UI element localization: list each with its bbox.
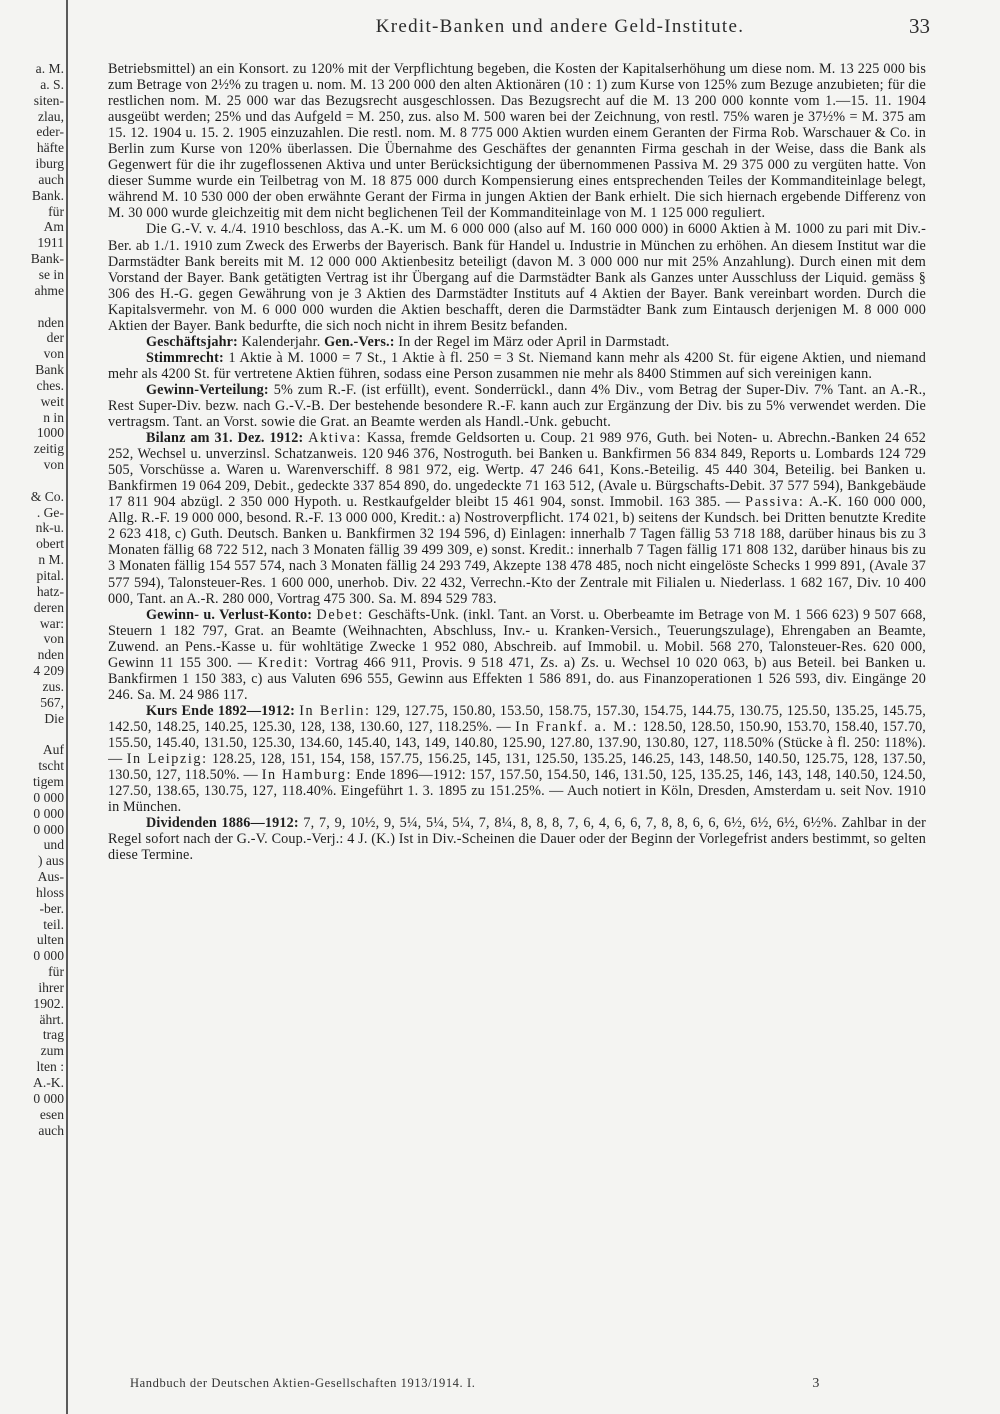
label-geschaeftsjahr: Geschäftsjahr: — [146, 333, 238, 350]
margin-fragment: iburg — [35, 156, 64, 172]
label-kurs-berlin: In Berlin: — [299, 702, 371, 719]
margin-fragment: n in — [43, 409, 64, 425]
margin-fragment: ihrer — [38, 979, 64, 995]
margin-fragment: tigem — [33, 773, 64, 789]
margin-fragment — [0, 299, 64, 315]
gutter-divider — [66, 0, 68, 1414]
margin-fragment: eder- — [36, 124, 64, 140]
margin-fragment: A.-K. — [33, 1075, 64, 1090]
margin-fragment: Auf — [42, 742, 64, 758]
margin-fragment: 0 000 — [33, 805, 64, 821]
margin-fragment: siten- — [33, 92, 64, 108]
margin-fragment: für — [48, 203, 64, 219]
label-passiva: Passiva: — [745, 494, 805, 511]
running-head — [120, 14, 930, 44]
margin-fragment: lten : — [36, 1059, 64, 1075]
margin-fragment: obert — [36, 536, 64, 552]
paragraph-kurs — [108, 703, 926, 815]
paragraph-bilanz — [108, 430, 926, 607]
label-debet: Debet: — [316, 606, 364, 623]
label-stimmrecht: Stimmrecht: — [146, 349, 224, 366]
text-dividenden: 7, 7, 9, 10½, 9, 5¼, 5¼, 5¼, 7, 8¼, 8, 8, 8, 7, 6, 4, 6, 6, 7, 8, 8, 6, 6, 6½, 6½, 6½, 6½%. Zahlbar in der Regel sofort nach der G.-V. Coup.-Verj.: 4 J. (K.) Ist in Div.-Scheinen die Dauer oder der Beginn der Vorlegefrist anders bestimmt, so gelten diese Termine. — [108, 815, 926, 864]
footer-publication: Handbuch der Deutschen Aktien-Gesellschaften 1913/1914. I. — [130, 1376, 476, 1390]
text-kurs-hamburg: Ende 1896—1912: 157, 157.50, 154.50, 146, 131.50, 125, 135.25, 146, 143, 148, 140.50, 124.50, 127.50, 138.65, 130.75, 127, 118.40%. Eingeführt 1. 3. 1895 zu 151.25%. — Auch notiert in Köln, Dresden, Amsterdam u. seit Nov. 1910 in München. — [108, 767, 926, 816]
margin-fragment: ches. — [36, 377, 64, 393]
margin-fragment: & Co. — [30, 488, 64, 504]
text-guv-debet: Geschäfts-Unk. (inkl. Tant. an Vorst. u. Oberbeamte im Betrage von M. 1 566 623) 9 507 668, Steuern 1 182 797, Grat. an Beamte (Weihnachten, Abschluss, Inv.- u. Kranken-Versich., Teuerungszulage), Ehrengaben an Beamte, Zuwend. an Pens.-Kasse u. für wohltätige Zwecke 1 952 080, Abschreib. auf Immobil. u. Mobil. 568 270, Talonsteuer-Res. 620 000, Gewinn 11 155 300. — — [108, 606, 926, 671]
label-kurs-hamburg: In Hamburg: — [261, 767, 353, 784]
margin-fragment: se in — [38, 266, 64, 282]
margin-fragment: von — [43, 346, 64, 362]
margin-fragment: ulten — [36, 932, 64, 948]
margin-fragment: trag — [42, 1027, 64, 1043]
margin-fragment: n M. — [38, 552, 64, 568]
text-gen-vers: In der Regel im März oder April in Darmstadt. — [398, 333, 670, 350]
margin-fragment: von — [43, 457, 64, 473]
margin-fragment: nden — [37, 647, 64, 663]
text-bilanz-aktiva: Kassa, fremde Geldsorten u. Coup. 21 989 976, Guth. bei Noten- u. Abrechn.-Banken 24 652 252, Wechsel u. unverzinsl. Schatzanweis. 120 946 376, Nostroguth. bei Banken u. Bankfirmen 56 834 849, Reports u. Lombards 124 729 505, Vorschüsse a. Waren u. Warenverschiff. 8 981 972, eig. Wertp. 47 246 641, Kons.-Beteilig. 45 440 304, Beteilig. bei Banken u. Bankfirmen 19 064 209, Debit., gedeckte 337 854 890, do. ungedeckte 71 163 512, (Avale u. Bürgschafts-Debit. 37 577 594), Bankgebäude 17 811 904 abzügl. 2 350 000 Hypoth. u. Restkaufgelder bleibt 15 461 904, sonst. Immobil. 163 385. — — [108, 430, 926, 511]
margin-fragment: zlau, — [37, 108, 64, 124]
text-bilanz-passiva: A.-K. 160 000 000, Allg. R.-F. 19 000 000, besond. R.-F. 13 000 000, Kredit.: a) Nostroverpflicht. 174 021, b) seitens der Kundsch. bei Dritten benutzte Kredite 2 623 418, c) Guth. Deutsch. Banken u. Bankfirmen 32 194 596, d) Einlagen: innerhalb 7 Tagen fällig 53 718 188, darüber hinaus bis zu 3 Monaten fällig 68 722 512, nach 3 Monaten fällig 39 499 309, e) sonst. Kredit.: innerhalb 7 Tagen fällig 171 808 132, darüber hinaus bis zu 3 Monaten fällig 154 557 574, nach 3 Monaten fällig 24 293 749, Akzepte 138 478 485, noch nicht eingelöste Schecks 1 999 891, (Avale 37 577 594), Talonsteuer-Res. 1 600 000, unerhob. Div. 22 432, Verrechn.-Kto der Zentrale mit Filialen u. Niederlass. 1 682 167, Div. 10 400 000, Tant. an A.-R. 280 000, Vortrag 475 300. Sa. M. 894 529 783. — [108, 494, 926, 607]
paragraph-dividenden — [108, 815, 926, 863]
margin-fragment: 0 000 — [33, 821, 64, 837]
label-kredit: Kredit: — [257, 654, 310, 671]
margin-fragment: a. M. — [35, 61, 64, 76]
margin-fragment: nk-u. — [35, 520, 64, 536]
margin-fragment: zus. — [42, 678, 64, 694]
label-guv: Gewinn- u. Verlust-Konto: — [146, 606, 313, 623]
text-kurs-leipzig: 128.25, 128, 151, 154, 158, 157.75, 156.25, 145, 131, 125.50, 135.25, 146.25, 143, 148.50, 140.50, 125.75, 128, 137.50, 130.50, 127, 118.50%. — — [108, 751, 926, 784]
margin-fragment — [0, 726, 64, 742]
margin-fragment: Die — [44, 710, 64, 726]
margin-fragment: Am — [43, 219, 64, 235]
margin-fragment: ährt. — [39, 1011, 64, 1027]
margin-fragment: häfte — [36, 140, 64, 156]
label-gewinn-verteilung: Gewinn-Verteilung: — [146, 381, 269, 398]
text-geschaeftsjahr: Kalenderjahr. — [241, 333, 321, 350]
margin-fragment: der — [46, 330, 64, 346]
text-guv-kredit: Vortrag 466 911, Provis. 9 518 471, Zs. a) Zs. u. Wechsel 10 020 063, b) aus Beteil. bei Banken u. Bankfirmen 1 150 383, c) aus Valuten 696 555, Gewinn aus Effekten 1 586 891, do. aus Finanzoperationen 1 526 593, div. Eingänge 20 246. Sa. M. 24 986 117. — [108, 654, 926, 703]
label-gen-vers: Gen.-Vers.: — [324, 333, 395, 350]
margin-fragment: 0 000 — [33, 948, 64, 964]
label-kurs-frankfurt: In Frankf. a. M.: — [515, 718, 639, 735]
paragraph-geschaeftsjahr — [108, 334, 926, 350]
paragraph-gv-1910: Die G.-V. v. 4./4. 1910 beschloss, das A.-K. um M. 6 000 000 (also auf M. 160 000 000) in 6000 Aktien à M. 1000 zu pari mit Div.-Ber. ab 1./1. 1910 zum Zweck des Erwerbs der Bayerisch. Bank für Handel u. Industrie in München zu erhöhen. An diesem Institut war die Darmstädter Bank bereits mit M. 12 000 000 Aktienbesitz beteiligt (davon M. 3 000 000 nur mit 25% Anzahlung). Durch einen mit dem Vorstand der Bayer. Bank getätigten Vertrag ist ihr Übergang auf die Darmstädter Bank als Ganzes unter Ausschluss der Liquid. gemäss § 306 des H.-G. gegen Gewährung von je 3 Aktien des Darmstädter Instituts auf 4 Aktien der Bayer. Bank vereinbart worden. Durch die Kapitalsvermehr. von M. 6 000 000 wurden die Aktien beschafft, deren die Darmstädter Bank zum Eintausch derjenigen M. 8 000 000 Aktien der Bayer. Bank bedurfte, die sich noch nicht in ihrem Besitz befanden. — [108, 221, 926, 334]
text-kurs-frankfurt: 128.50, 128.50, 150.90, 153.70, 158.40, 157.70, 155.50, 145.40, 131.50, 125.30, 134.60, 145.40, 143, 149, 140.80, 125.90, 127.80, 137.90, 130.80, 127, 118.50% (Stücke à fl. 250: 118%). — — [108, 718, 926, 768]
margin-fragment: war: — [39, 615, 64, 631]
label-bilanz: Bilanz am 31. Dez. 1912: — [146, 430, 304, 447]
margin-fragment: 567, — [40, 694, 64, 710]
margin-fragment: zeitig — [33, 441, 64, 457]
footer-signature-mark: 3 — [812, 1376, 820, 1391]
margin-fragment: pital. — [36, 568, 64, 583]
margin-fragment: auch — [38, 171, 64, 187]
margin-fragment: Bank. — [31, 187, 64, 203]
margin-fragment: teil. — [43, 916, 64, 932]
label-dividenden: Dividenden 1886—1912: — [146, 815, 299, 832]
margin-fragment: Bank- — [30, 251, 64, 267]
margin-fragment: ) aus — [37, 853, 64, 869]
page-footer — [130, 1376, 820, 1398]
margin-fragment: Aus- — [37, 869, 64, 885]
margin-fragment: deren — [33, 599, 64, 615]
margin-fragment: auch — [38, 1122, 64, 1138]
margin-fragment: und — [43, 837, 64, 853]
text-gewinn-verteilung: 5% zum R.-F. (ist erfüllt), event. Sonderrückl., dann 4% Div., vom Betrag der Super-Div. 7% Tant. an A.-R., Rest Super-Div. bezw. nach G.-V.-B. Der bestehende besondere R.-F. kann auch zur Ergänzung der Div. bis zu 5% verwendet werden. Die vertragsm. Tant. an Vorst. sowie die Grat. an Beamte werden als Handl.-Unk. gebucht. — [108, 381, 926, 431]
text-stimmrecht: 1 Aktie à M. 1000 = 7 St., 1 Aktie à fl. 250 = 3 St. Niemand kann mehr als 4200 St. für eigene Aktien, und niemand mehr als 4200 St. für vertretene Aktien führen, sodass eine Person zusammen nie mehr als 8400 Stimmen auf sich vereinigen kann. — [108, 349, 926, 382]
margin-fragment: für — [48, 964, 64, 980]
paragraph-guv — [108, 607, 926, 703]
margin-fragment: tscht — [38, 758, 64, 774]
margin-fragment: 1000 — [36, 425, 64, 441]
margin-fragment: hloss — [36, 884, 64, 900]
paragraph-gewinn-verteilung — [108, 382, 926, 430]
margin-fragment: a. S. — [40, 76, 64, 92]
page-number: 33 — [909, 14, 930, 38]
label-kurs: Kurs Ende 1892—1912: — [146, 702, 296, 719]
margin-fragment — [0, 473, 64, 489]
margin-fragment: weit — [40, 393, 64, 409]
previous-page-margin — [0, 61, 64, 1371]
label-kurs-leipzig: In Leipzig: — [126, 751, 208, 768]
margin-fragment: -ber. — [39, 900, 64, 916]
label-aktiva: Aktiva: — [308, 430, 362, 447]
margin-fragment: esen — [39, 1106, 64, 1122]
margin-fragment: ahme — [34, 282, 64, 298]
margin-fragment: von — [43, 631, 64, 647]
margin-fragment: 4 209 — [33, 663, 64, 679]
body-text — [108, 61, 926, 1371]
margin-fragment: . Ge- — [36, 504, 64, 520]
margin-fragment: 0 000 — [33, 1090, 64, 1106]
margin-fragment: zum — [40, 1043, 64, 1059]
paragraph-stimmrecht — [108, 350, 926, 382]
paragraph-capital-increase: Betriebsmittel) an ein Konsort. zu 120% mit der Verpflichtung begeben, die Kosten der Kapitalserhöhung um diese nom. M. 13 225 000 bis zum Betrage von 2½% zu tragen u. nom. M. 13 200 000 den alten Aktionären (10 : 1) zum Kurse von 125% zum Bezuge anzubieten; für die restlichen nom. M. 25 000 war das Bezugsrecht ausgeschlossen. Das Bezugsrecht auf die M. 13 200 000 konnte vom 1.—15. 11. 1904 ausgeübt werden; 25% und das Aufgeld = M. 250, zus. also M. 500 waren bei der Zeichnung, von restl. 75% waren je 37½% = M. 375 am 15. 12. 1904 u. 15. 2. 1905 einzuzahlen. Die restl. nom. M. 8 775 000 Aktien wurden einem Geranten der Firma Rob. Warschauer & Co. in Berlin zum Kurse von 120% überlassen. Die Übernahme des Geschäftes der genannten Firma geschah in der Weise, dass die Bank als Gegenwert für die ihr zugeflossenen Aktiva und unter Berücksichtigung der übernommenen Passiva M. 29 375 000 zu vergüten hatte. Von dieser Summe wurde ein Teilbetrag von M. 18 875 000 durch Kompensierung eines entsprechenden Teiles der Kommanditeinlage belegt, während M. 10 530 000 der oben erwähnte Gerant der Firma in jungen Aktien der Bank erhielt. Die sich hiernach ergebende Differenz von M. 30 000 wurde gleichzeitig mit dem nicht beglichenen Teil der Kommanditeinlage von M. 1 125 000 reguliert. — [108, 61, 926, 222]
margin-fragment: 1911 — [37, 235, 64, 251]
text-kurs-berlin: 129, 127.75, 150.80, 153.50, 158.75, 157.30, 154.75, 144.75, 130.75, 125.50, 135.25, 145.75, 142.50, 148.25, 140.25, 125.30, 128, 138, 130.60, 127, 118.25%. — — [108, 702, 926, 735]
margin-fragment: hatz- — [36, 583, 64, 599]
margin-fragment: 1902. — [33, 995, 64, 1011]
margin-fragment: Bank — [35, 362, 64, 378]
margin-fragment: 0 000 — [33, 789, 64, 805]
margin-fragment: nden — [37, 314, 64, 330]
running-head-title: Kredit-Banken und andere Geld-Institute. — [375, 16, 745, 37]
